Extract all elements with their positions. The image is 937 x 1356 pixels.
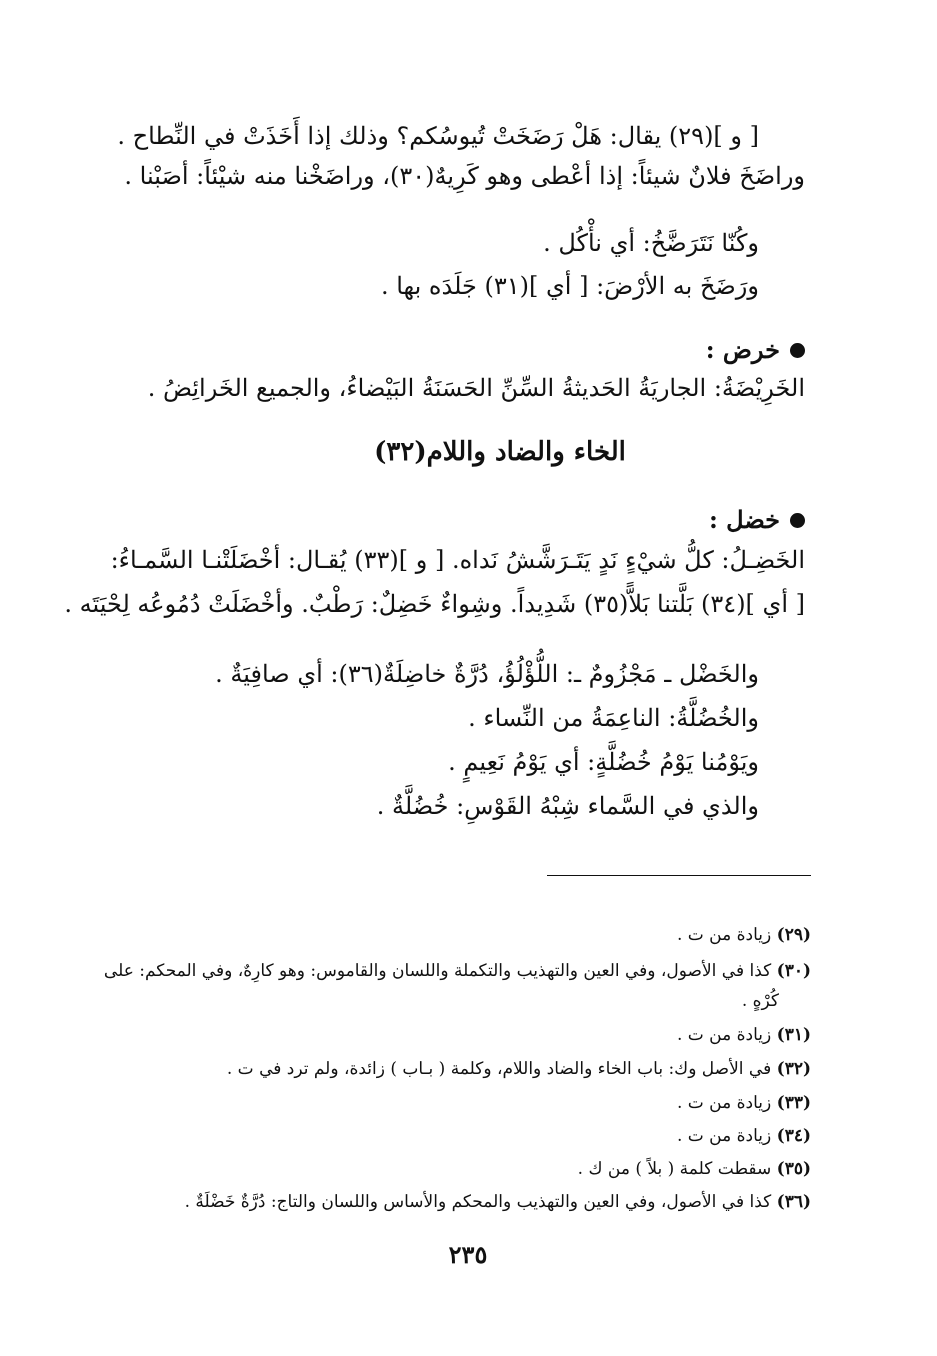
footnote-text: سقطت كلمة ( بلاً ) من ك .	[577, 1159, 772, 1179]
footnote-text: كذا في الأصول، وفي العين والتهذيب والتكملة واللسان والقاموس: وهو كارِهٌ، وفي المحكم: على	[103, 961, 772, 981]
footnote-number: (٢٩)	[776, 925, 811, 945]
footnote	[227, 1056, 811, 1082]
text-line: الخَضِـلُ: كلُّ شيْءٍ نَدٍ يَتَـرَشَّشُ نَداه. [ و ](٣٣) يُقـال: أخْضَلَتْنـا السَّمـاءُ:	[110, 546, 805, 574]
text-line: ورَضَخَ به الأرْضَ: [ أي ](٣١) جَلَدَه بها .	[380, 272, 759, 300]
entry-head-khadl	[709, 502, 805, 538]
footnote-text: زيادة من ت .	[676, 1093, 772, 1113]
bullet-icon	[790, 343, 805, 358]
footnote	[677, 922, 811, 948]
text-line: والخَضْل ـ مَجْزُومٌ ـ: اللُّؤْلُؤُ، دُرَّةٌ خاضِلَةٌ(٣٦): أي صافِيَةٌ .	[215, 660, 759, 688]
section-heading: الخاء والضاد واللام(٣٢)	[374, 437, 626, 467]
footnote-text: كذا في الأصول، وفي العين والتهذيب والمحكم والأساس واللسان والتاج: دُرَّةٌ خَضْلَةٌ .	[184, 1192, 772, 1212]
text-line: ويَوْمُنا يَوْمُ خُضُلَّةٍ: أي يَوْمُ نَعِيمٍ .	[448, 748, 759, 776]
footnote	[677, 1090, 811, 1116]
footnote	[104, 958, 811, 984]
footnote-divider	[547, 875, 811, 876]
footnote-text: زيادة من ت .	[676, 925, 772, 945]
footnote-text: زيادة من ت .	[676, 1025, 772, 1045]
footnote-text: زيادة من ت .	[676, 1126, 772, 1146]
footnote-number: (٣٤)	[776, 1126, 811, 1146]
footnote-continuation: كُرْهٍ .	[741, 991, 779, 1011]
footnote	[677, 1022, 811, 1048]
footnote-text: في الأصل وك: باب الخاء والضاد واللام، وكلمة ( بـاب ) زائدة، ولم ترد في ت .	[226, 1059, 772, 1079]
text-line: [ و ](٢٩) يقال: هَلْ رَضَخَتْ تُيوسُكم؟ وذلك إذا أَخَذَتْ في النِّطاح .	[117, 122, 759, 150]
footnote-number: (٣٣)	[776, 1093, 811, 1113]
entry-head-label: خرض :	[705, 335, 780, 364]
bullet-icon	[790, 513, 805, 528]
footnote-number: (٣١)	[776, 1025, 811, 1045]
page-number: ٢٣٥	[448, 1240, 488, 1269]
text-line: الخَرِيْضَةُ: الجاريَةُ الحَديثةُ السِّنِّ الحَسَنَةُ البَيْضاءُ، والجميع الخَرائِضُ .	[147, 374, 805, 402]
text-line: وكُنّا نَتَرَضَّخُ: أي نأْكُل .	[543, 229, 759, 257]
text-line: [ أي ](٣٤) بَلَّتنا بَلاًّ(٣٥) شَدِيداً. وشِواءٌ خَضِلٌ: رَطْبٌ. وأخْضَلَتْ دُمُوعُه لِحْيَتَه .	[64, 590, 805, 618]
footnote	[677, 1123, 811, 1149]
footnote	[185, 1189, 811, 1215]
entry-head-label: خضل :	[708, 505, 780, 534]
footnote-number: (٣٢)	[776, 1059, 811, 1079]
entry-head-khurad	[706, 332, 805, 368]
footnote-number: (٣٠)	[776, 961, 811, 981]
footnote-number: (٣٥)	[776, 1159, 811, 1179]
text-line: والذي في السَّماء شِبْهُ القَوْسِ: خُضُلَّةٌ .	[376, 792, 759, 820]
footnote-number: (٣٦)	[776, 1192, 811, 1212]
text-line: والخُضُلَّةُ: الناعِمَةُ من النِّساء .	[468, 704, 759, 732]
footnote	[578, 1156, 811, 1182]
text-line: وراضَخَ فلانٌ شيئاً: إذا أعْطى وهو كَرِيهٌ(٣٠)، وراضَخْنا منه شيْئاً: أصَبْنا .	[124, 162, 805, 190]
